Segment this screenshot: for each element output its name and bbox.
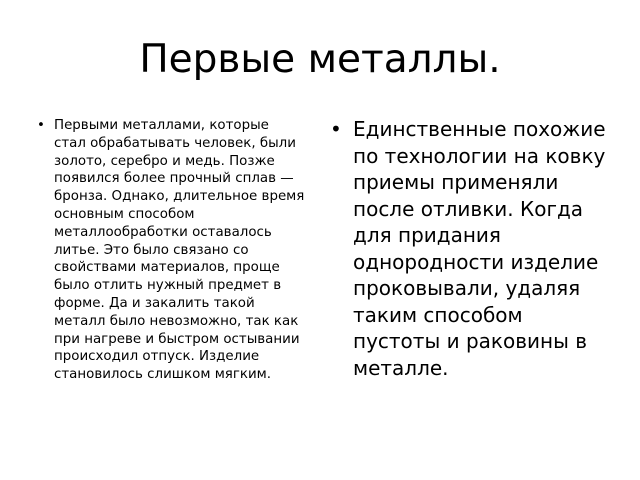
left-bullet-text: Первыми металлами, которые стал обрабатывать человек, были золото, серебро и медь. Позже появился более прочный сплав — бронза. Однако, длительное время основным способом металлообработки оставалось литье. Это было связано со свойствами материалов, проще было отлить нужный предмет в форме. Да и закалить такой металл было невозможно, так как при нагреве и быстром остывании происходил отпуск. Изделие становилось слишком мягким.: [54, 118, 305, 383]
right-column: [329, 116, 609, 381]
right-bullet-item: [329, 116, 609, 381]
left-bullet-item: [37, 117, 305, 384]
bullet-icon: •: [330, 117, 342, 141]
left-column: [37, 117, 305, 384]
bullet-icon: •: [37, 118, 45, 133]
slide-title: Первые металлы.: [139, 37, 501, 82]
right-bullet-text: Единственные похожие по технологии на ковку приемы применяли после отливки. Когда для придания однородности изделие проковывали, удаляя таким способом пустоты и раковины в металле.: [353, 117, 606, 380]
